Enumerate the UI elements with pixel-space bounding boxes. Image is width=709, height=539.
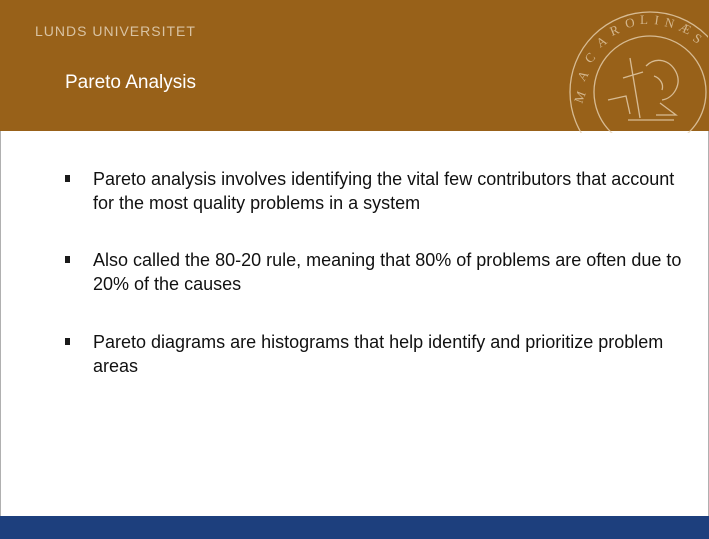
square-bullet-icon	[65, 338, 70, 345]
university-name: LUNDS UNIVERSITET	[35, 23, 196, 39]
bullet-text: Also called the 80-20 rule, meaning that 80% of problems are often due to 20% of the causes	[93, 250, 682, 294]
svg-text:S: S	[690, 30, 705, 47]
svg-text:N: N	[663, 14, 677, 32]
content-area	[0, 131, 709, 516]
svg-text:A: A	[593, 32, 610, 51]
slide-footer	[0, 516, 709, 539]
svg-text:I: I	[653, 12, 660, 28]
svg-text:O: O	[623, 14, 636, 31]
svg-text:Æ: Æ	[676, 19, 694, 38]
svg-text:A: A	[573, 67, 592, 84]
slide-header	[0, 0, 709, 131]
svg-text:L: L	[640, 12, 648, 27]
university-seal-icon	[568, 8, 708, 133]
slide-title: Pareto Analysis	[65, 72, 196, 93]
bullet-text: Pareto analysis involves identifying the vital few contributors that account for the most quality problems in a system	[93, 169, 675, 213]
square-bullet-icon	[65, 175, 70, 182]
bullet-text: Pareto diagrams are histograms that help identify and prioritize problem areas	[93, 332, 664, 376]
svg-text:M: M	[570, 89, 589, 106]
svg-text:C: C	[581, 49, 599, 67]
square-bullet-icon	[65, 256, 70, 263]
svg-text:R: R	[607, 21, 622, 39]
